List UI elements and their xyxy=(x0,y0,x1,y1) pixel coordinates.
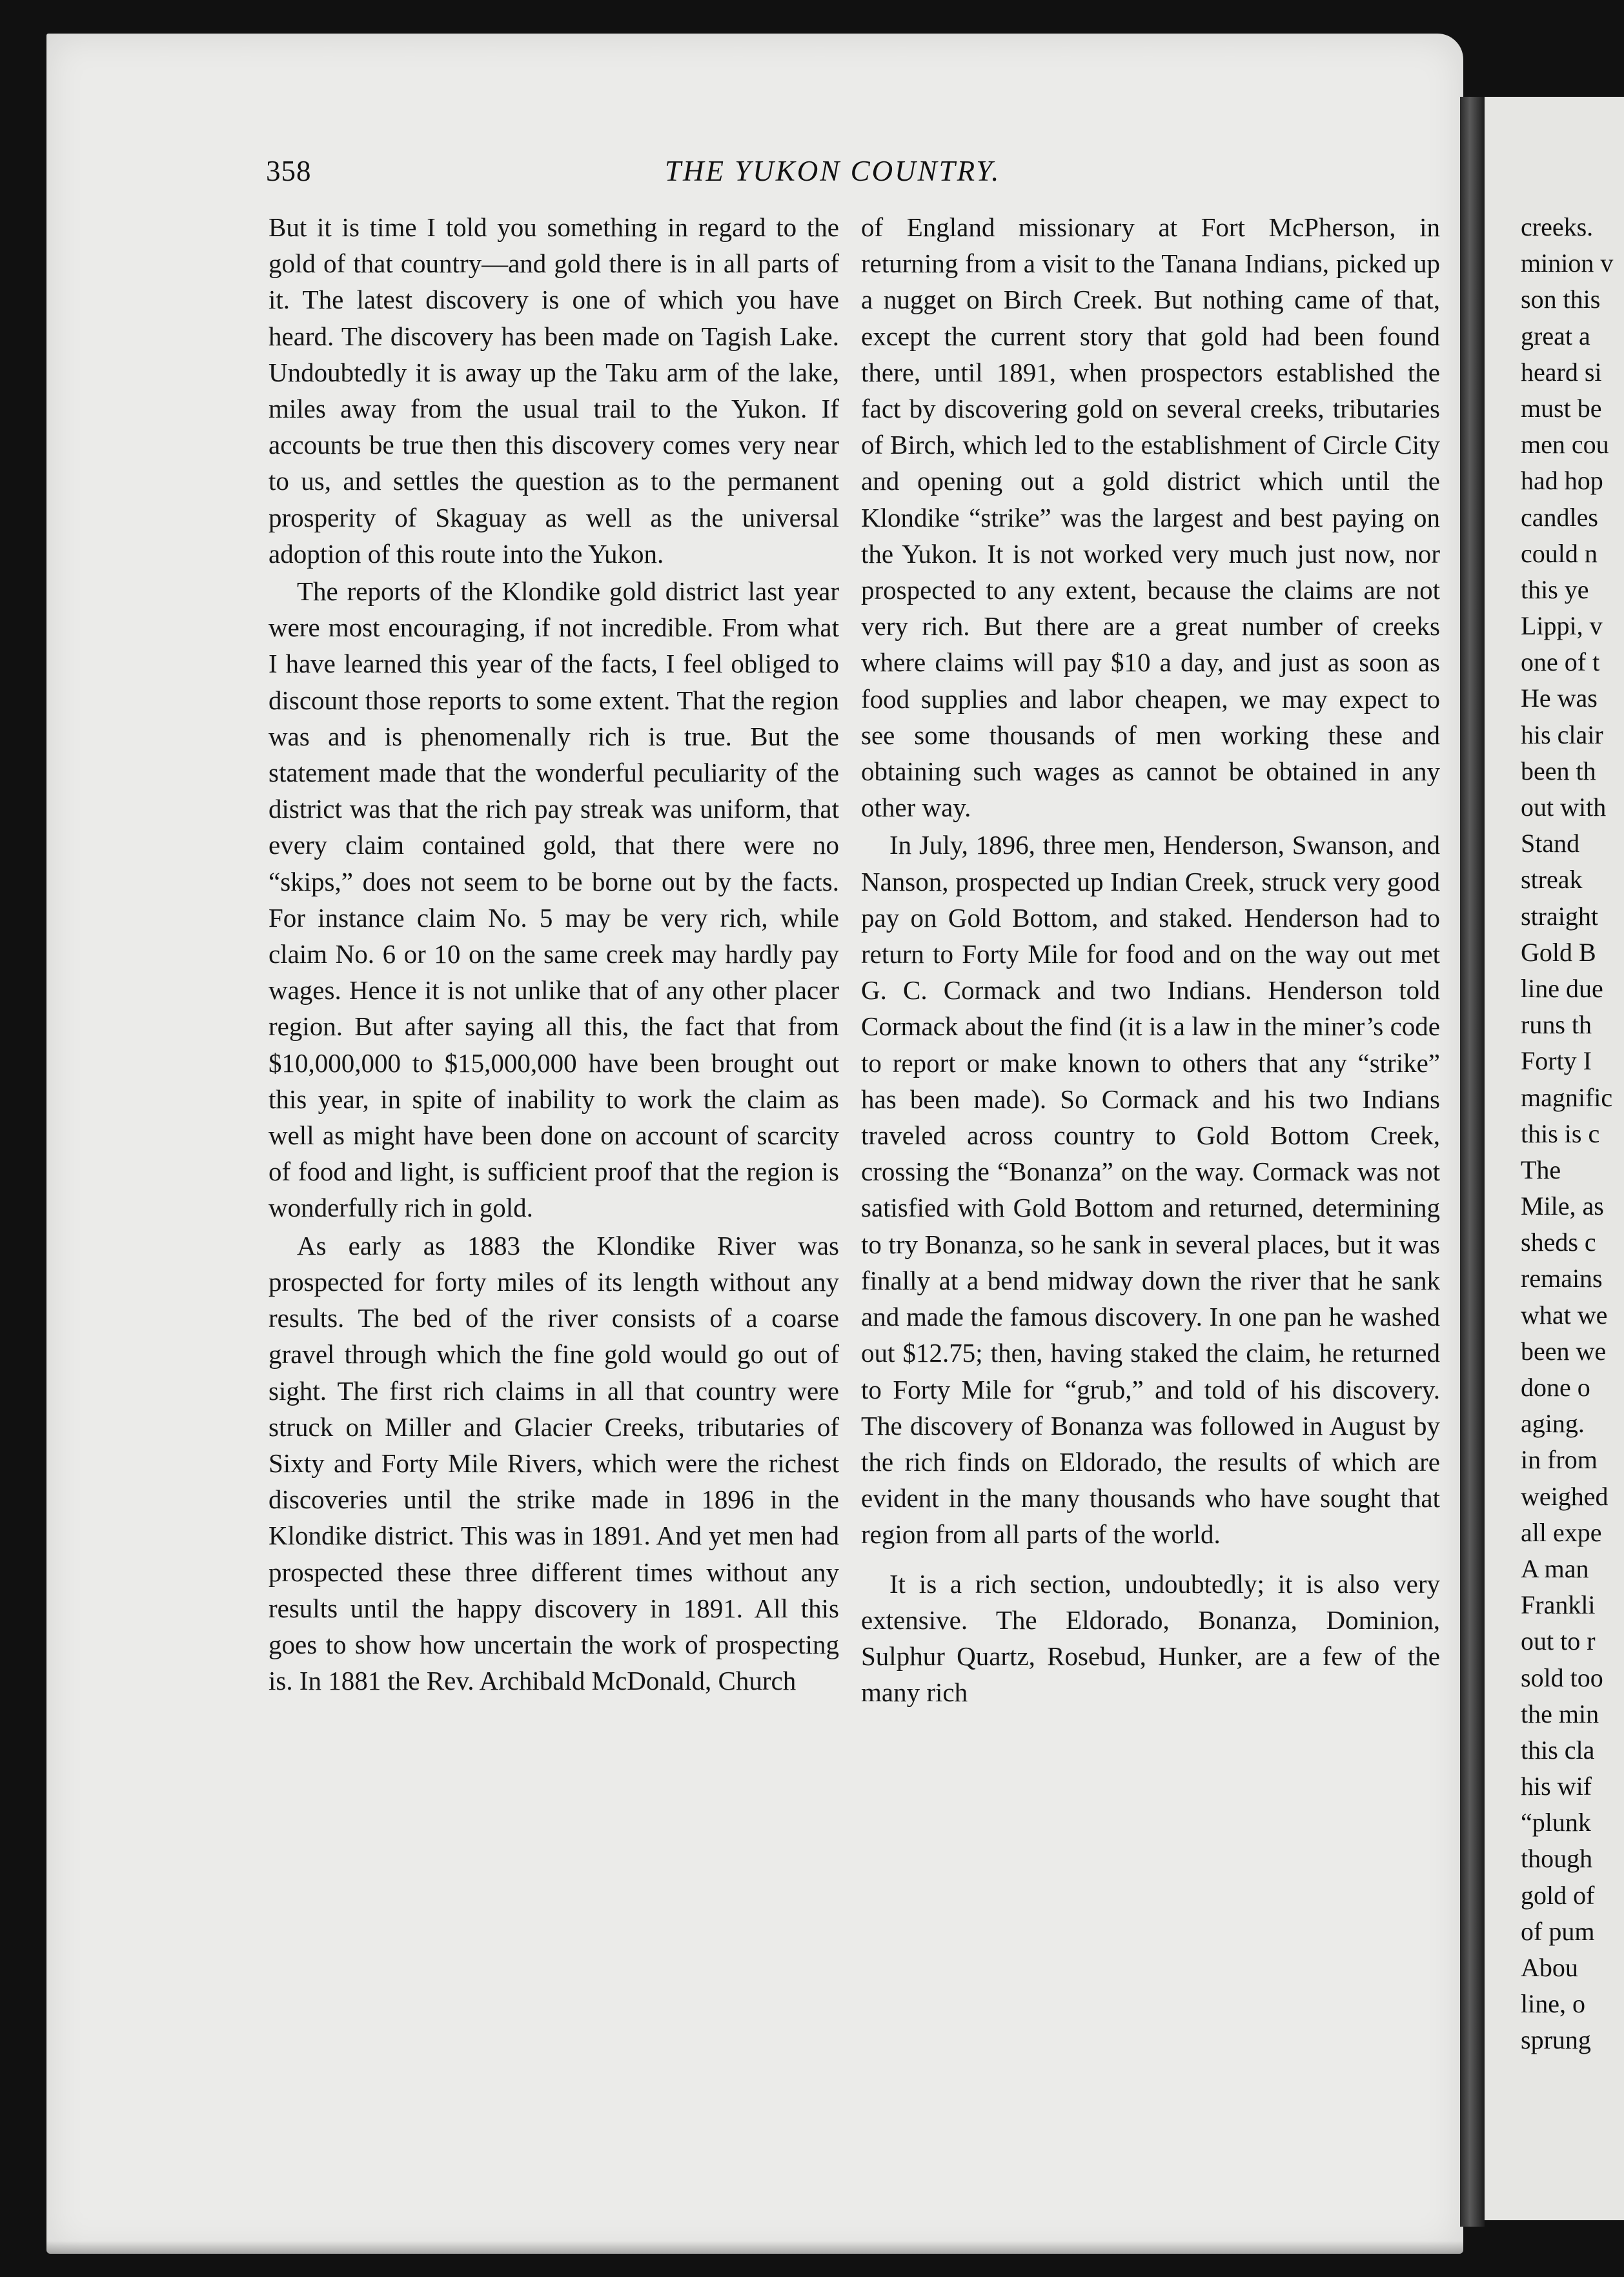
adjacent-page-line: had hop xyxy=(1521,466,1603,496)
adjacent-page-line: what we xyxy=(1521,1300,1608,1330)
adjacent-page-line: this cla xyxy=(1521,1735,1595,1765)
adjacent-page-line: creeks. xyxy=(1521,212,1594,241)
adjacent-page-line: sold too xyxy=(1521,1663,1603,1692)
adjacent-page-line: the min xyxy=(1521,1699,1599,1728)
adjacent-page-line: sheds c xyxy=(1521,1228,1596,1257)
adjacent-page-line: Lippi, v xyxy=(1521,611,1603,641)
adjacent-page-line: candles xyxy=(1521,502,1598,532)
paragraph: It is a rich section, undoubtedly; it is also very extensive. The Eldorado, Bonanza, Dominion, Sulphur Quartz, Rosebud, Hunker, are a few of the many rich xyxy=(861,1568,1440,1708)
paragraph: As early as 1883 the Klondike River was prospected for forty miles of its length without any results. The bed of the river consists of a coarse gravel through which the fine gold would go out of sight. The first rich claims in all that country were struck on Miller and Glacier Creeks, tributaries of Sixty and Forty Mile Rivers, which were the richest discoveries until the strike made in 1896 in the Klondike district. This was in 1891. And yet men had prospected these three different times without any results until the happy discovery in 1891. All this goes to show how uncertain the work of prospecting is. In 1881 the Rev. Archibald McDonald, Church xyxy=(269,1230,839,1696)
running-title: THE YUKON COUNTRY. xyxy=(665,155,1001,187)
adjacent-page-line: though xyxy=(1521,1844,1593,1874)
adjacent-page-line: been we xyxy=(1521,1336,1607,1366)
adjacent-page-line: Frankli xyxy=(1521,1590,1596,1620)
adjacent-page-line: his wif xyxy=(1521,1772,1592,1801)
paragraph: The reports of the Klondike gold district last year were most encouraging, if not incredible. From what I have learned this year of the facts, I feel obliged to discount those reports to some extent. That the region was and is phenomenally rich is true. But the statement made that the wonderful peculiarity of the district was that the rich pay streak was uniform, that every claim contained gold, that there were no “skips,” does not seem to be borne out by the facts. For instance claim No. 5 may be very rich, while claim No. 6 or 10 on the same creek may hardly pay wages. Hence it is not unlike that of any other placer region. But after saying all this, the fact that from $10,000,000 to $15,000,000 have been brought out this year, in spite of inability to work the claim as well as might have been done on account of scarcity of food and light, is sufficient proof that the region is wonderfully rich in gold. xyxy=(269,576,839,1223)
adjacent-page-line: line, o xyxy=(1521,1989,1585,2019)
adjacent-page-line: could n xyxy=(1521,538,1598,568)
adjacent-page-line: streak xyxy=(1521,865,1583,895)
adjacent-page-line: He was xyxy=(1521,683,1598,713)
adjacent-page-text xyxy=(1521,209,1624,2059)
adjacent-page-line: must be xyxy=(1521,393,1602,423)
adjacent-page-line: been th xyxy=(1521,756,1596,785)
right-text-column xyxy=(861,209,1440,1710)
paragraph: But it is time I told you something in regard to the gold of that country—and gold there is in all parts of it. The latest discovery is one of which you have heard. The discovery has been made on Tagish Lake. Undoubtedly it is away up the Taku arm of the lake, miles away from the usual trail to the Yukon. If accounts be true then this discovery comes very near to us, and settles the question as to the permanent prosperity of Skaguay as well as the universal adoption of this route into the Yukon. xyxy=(269,212,839,569)
adjacent-page-line: line due xyxy=(1521,973,1603,1003)
adjacent-page-line: straight xyxy=(1521,901,1598,931)
adjacent-page-line: sprung xyxy=(1521,2025,1591,2055)
adjacent-page-line: Abou xyxy=(1521,1953,1578,1982)
adjacent-page-line: son this xyxy=(1521,285,1601,314)
book-gutter xyxy=(1460,97,1485,2227)
page-edge-shadow xyxy=(46,2241,1463,2254)
adjacent-page-line: out to r xyxy=(1521,1626,1596,1656)
adjacent-page-line: runs th xyxy=(1521,1010,1592,1040)
adjacent-page-line: “plunk xyxy=(1521,1808,1591,1837)
adjacent-page-line: gold of xyxy=(1521,1880,1595,1910)
adjacent-page-line: Forty I xyxy=(1521,1046,1592,1076)
adjacent-page-line: of pum xyxy=(1521,1916,1595,1946)
adjacent-page-line: magnific xyxy=(1521,1082,1613,1112)
paragraph: of England missionary at Fort McPherson, in returning from a visit to the Tanana Indians, picked up a nugget on Birch Creek. But nothing came of that, except the current story that gold had been found there, until 1891, when prospectors established the fact by discovering gold on several creeks, tributaries of Birch, which led to the establishment of Circle City and opening out a gold district which until the Klondike “strike” was the largest and best paying on the Yukon. It is not worked very much just now, nor prospected to any extent, because the claims are not very rich. But there are a great number of creeks where claims will pay $10 a day, and just as soon as food supplies and labor cheapen, we may expect to see some thousands of men working these and obtaining such wages as cannot be obtained in any other way. xyxy=(861,212,1440,823)
adjacent-page-line: done o xyxy=(1521,1373,1590,1402)
page-number: 358 xyxy=(266,155,312,187)
adjacent-page-line: in from xyxy=(1521,1445,1598,1475)
adjacent-page-line: Stand xyxy=(1521,829,1580,858)
adjacent-page-line: all expe xyxy=(1521,1517,1602,1547)
adjacent-page xyxy=(1485,97,1624,2220)
adjacent-page-line: his clair xyxy=(1521,720,1603,749)
adjacent-page-line: remains xyxy=(1521,1264,1603,1293)
adjacent-page-line: The xyxy=(1521,1155,1561,1184)
adjacent-page-line: heard si xyxy=(1521,357,1602,387)
adjacent-page-line: out with xyxy=(1521,793,1607,822)
paragraph: In July, 1896, three men, Henderson, Swanson, and Nanson, prospected up Indian Creek, struck very good pay on Gold Bottom, and staked. Henderson had to return to Forty Mile for food and on the way out met G. C. Cormack and two Indians. Henderson told Cormack about the find (it is a law in the miner’s code to report or make known to others that any “strike” has been made). So Cormack and his two Indians traveled across country to Gold Bottom Creek, crossing the “Bonanza” on the way. Cormack was not satisfied with Gold Bottom and returned, determining to try Bonanza, so he sank in several places, but it was finally at a bend midway down the river that he sank and made the famous discovery. In one pan he washed out $12.75; then, having staked the claim, he returned to Forty Mile for “grub,” and told of his discovery. The discovery of Bonanza was followed in August by the rich finds on Eldorado, the results of which are evident in the many thousands who have sought that region from all parts of the world. xyxy=(861,830,1440,1550)
adjacent-page-line: minion v xyxy=(1521,248,1614,278)
left-text-column xyxy=(269,209,839,1699)
adjacent-page-line: Gold B xyxy=(1521,937,1596,967)
adjacent-page-line: this ye xyxy=(1521,574,1589,604)
adjacent-page-line: A man xyxy=(1521,1553,1589,1583)
adjacent-page-line: aging. xyxy=(1521,1409,1585,1439)
adjacent-page-line: Mile, as xyxy=(1521,1191,1604,1221)
adjacent-page-line: weighed xyxy=(1521,1481,1609,1511)
adjacent-page-line: men cou xyxy=(1521,430,1609,460)
adjacent-page-line: great a xyxy=(1521,321,1590,350)
adjacent-page-line: one of t xyxy=(1521,647,1600,677)
adjacent-page-line: this is c xyxy=(1521,1118,1600,1148)
